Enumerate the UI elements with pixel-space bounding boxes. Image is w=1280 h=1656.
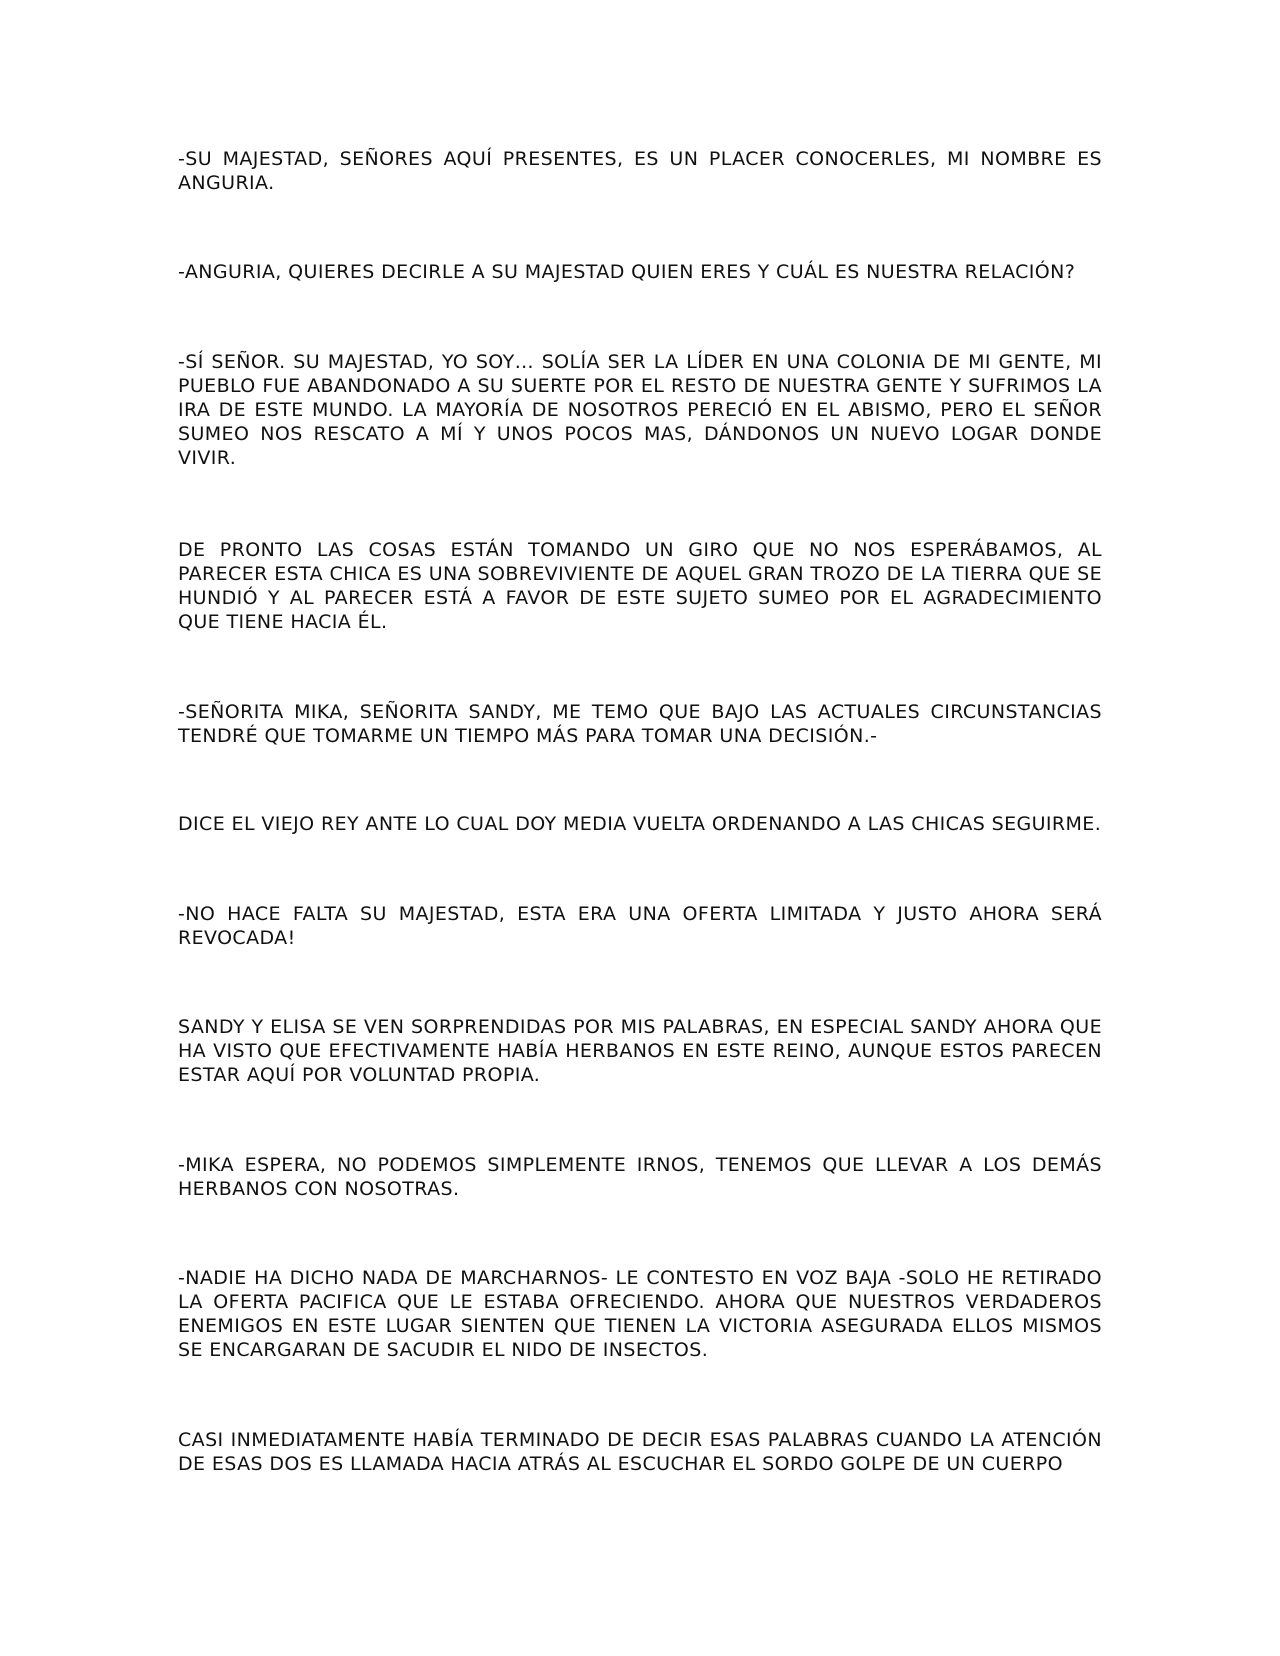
- paragraph-8: SANDY Y ELISA SE VEN SORPRENDIDAS POR MIS PALABRAS, EN ESPECIAL SANDY AHORA QUE HA VISTO QUE EFECTIVAMENTE HABÍA HERBANOS EN ESTE REINO, AUNQUE ESTOS PARECEN ESTAR AQUÍ POR VOLUNTAD PROPIA.: [178, 1016, 1102, 1086]
- paragraph-1: -SU MAJESTAD, SEÑORES AQUÍ PRESENTES, ES UN PLACER CONOCERLES, MI NOMBRE ES ANGURIA.: [178, 148, 1102, 194]
- paragraph-11: CASI INMEDIATAMENTE HABÍA TERMINADO DE DECIR ESAS PALABRAS CUANDO LA ATENCIÓN DE ESAS DOS ES LLAMADA HACIA ATRÁS AL ESCUCHAR EL SORDO GOLPE DE UN CUERPO: [178, 1429, 1102, 1475]
- paragraph-3: -SÍ SEÑOR. SU MAJESTAD, YO SOY… SOLÍA SER LA LÍDER EN UNA COLONIA DE MI GENTE, MI PUEBLO FUE ABANDONADO A SU SUERTE POR EL RESTO DE NUESTRA GENTE Y SUFRIMOS LA IRA DE ESTE MUNDO. LA MAYORÍA DE NOSOTROS PERECIÓ EN EL ABISMO, PERO EL SEÑOR SUMEO NOS RESCATO A MÍ Y UNOS POCOS MAS, DÁNDONOS UN NUEVO LOGAR DONDE VIVIR.: [178, 351, 1102, 469]
- paragraph-10: -NADIE HA DICHO NADA DE MARCHARNOS- LE CONTESTO EN VOZ BAJA -SOLO HE RETIRADO LA OFERTA PACIFICA QUE LE ESTABA OFRECIENDO. AHORA QUE NUESTROS VERDADEROS ENEMIGOS EN ESTE LUGAR SIENTEN QUE TIENEN LA VICTORIA ASEGURADA ELLOS MISMOS SE ENCARGARAN DE SACUDIR EL NIDO DE INSECTOS.: [178, 1267, 1102, 1361]
- paragraph-9: -MIKA ESPERA, NO PODEMOS SIMPLEMENTE IRNOS, TENEMOS QUE LLEVAR A LOS DEMÁS HERBANOS CON NOSOTRAS.: [178, 1154, 1102, 1200]
- paragraph-5: -SEÑORITA MIKA, SEÑORITA SANDY, ME TEMO QUE BAJO LAS ACTUALES CIRCUNSTANCIAS TENDRÉ QUE TOMARME UN TIEMPO MÁS PARA TOMAR UNA DECISIÓN.-: [178, 701, 1102, 747]
- paragraph-2: -ANGURIA, QUIERES DECIRLE A SU MAJESTAD QUIEN ERES Y CUÁL ES NUESTRA RELACIÓN?: [178, 261, 1076, 283]
- paragraph-4: DE PRONTO LAS COSAS ESTÁN TOMANDO UN GIRO QUE NO NOS ESPERÁBAMOS, AL PARECER ESTA CHICA ES UNA SOBREVIVIENTE DE AQUEL GRAN TROZO DE LA TIERRA QUE SE HUNDIÓ Y AL PARECER ESTÁ A FAVOR DE ESTE SUJETO SUMEO POR EL AGRADECIMIENTO QUE TIENE HACIA ÉL.: [178, 539, 1102, 633]
- paragraph-6: DICE EL VIEJO REY ANTE LO CUAL DOY MEDIA VUELTA ORDENANDO A LAS CHICAS SEGUIRME.: [178, 813, 1102, 835]
- paragraph-7: -NO HACE FALTA SU MAJESTAD, ESTA ERA UNA OFERTA LIMITADA Y JUSTO AHORA SERÁ REVOCADA!: [178, 903, 1102, 949]
